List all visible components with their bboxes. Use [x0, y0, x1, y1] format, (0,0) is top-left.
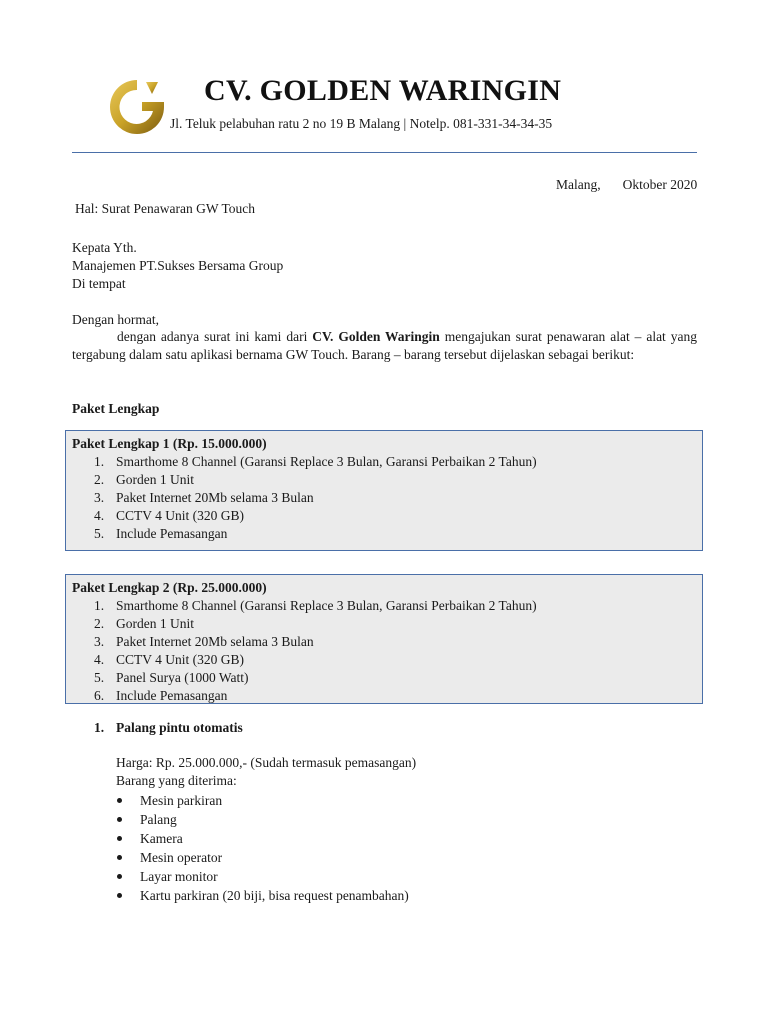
package-title: Paket Lengkap 1 (Rp. 15.000.000)	[72, 436, 267, 451]
package-box-1	[65, 430, 703, 551]
letter-paragraph	[72, 328, 697, 364]
letter-greeting: Dengan hormat,	[72, 312, 159, 327]
list-item-text: Include Pemasangan	[116, 688, 228, 703]
list-item: 3. Paket Internet 20Mb selama 3 Bulan	[94, 634, 314, 649]
package-item-list	[72, 597, 696, 705]
list-item: 4. CCTV 4 Unit (320 GB)	[94, 652, 245, 667]
list-item	[116, 829, 409, 848]
list-item-text: CCTV 4 Unit (320 GB)	[116, 508, 245, 523]
list-item: 5. Include Pemasangan	[94, 526, 228, 541]
list-item: 3. Paket Internet 20Mb selama 3 Bulan	[94, 490, 314, 505]
list-item	[116, 810, 409, 829]
paragraph-text: dengan adanya surat ini kami dari	[117, 329, 313, 344]
list-item-text: Paket Internet 20Mb selama 3 Bulan	[116, 490, 314, 505]
list-item-text: Kartu parkiran (20 biji, bisa request penambahan)	[140, 888, 409, 903]
list-item-text: Mesin operator	[140, 850, 223, 865]
list-item: 2. Gorden 1 Unit	[94, 472, 194, 487]
product-number: 1.	[94, 720, 105, 735]
list-item-text: Layar monitor	[140, 869, 218, 884]
company-name: CV. GOLDEN WARINGIN	[204, 74, 562, 107]
letter-city: Malang,	[556, 177, 601, 192]
package-box-2	[65, 574, 703, 704]
product-title: Palang pintu otomatis	[116, 720, 243, 735]
list-item-text: Smarthome 8 Channel (Garansi Replace 3 Bulan, Garansi Perbaikan 2 Tahun)	[116, 454, 537, 469]
list-item: 5. Panel Surya (1000 Watt)	[94, 670, 249, 685]
header-divider	[72, 152, 697, 153]
list-item: 1. Smarthome 8 Channel (Garansi Replace 3 Bulan, Garansi Perbaikan 2 Tahun)	[94, 454, 537, 469]
recipient-line: Manajemen PT.Sukses Bersama Group	[72, 258, 284, 273]
list-item: 6. Include Pemasangan	[94, 688, 228, 703]
bullet-icon	[117, 798, 122, 803]
company-address: Jl. Teluk pelabuhan ratu 2 no 19 B Malang | Notelp. 081-331-34-34-35	[170, 116, 553, 131]
list-item-text: Palang	[140, 812, 177, 827]
list-item-text: Kamera	[140, 831, 183, 846]
list-item	[116, 886, 409, 905]
package-item-list	[72, 453, 696, 543]
received-label: Barang yang diterima:	[116, 773, 237, 788]
bullet-icon	[117, 836, 122, 841]
list-item: 1. Smarthome 8 Channel (Garansi Replace 3 Bulan, Garansi Perbaikan 2 Tahun)	[94, 598, 537, 613]
product-price: Harga: Rp. 25.000.000,- (Sudah termasuk pemasangan)	[116, 755, 417, 770]
list-item	[116, 848, 409, 867]
list-item	[116, 867, 409, 886]
bullet-icon	[117, 855, 122, 860]
list-item-text: Mesin parkiran	[140, 793, 223, 808]
list-item-text: Gorden 1 Unit	[116, 616, 194, 631]
package-title: Paket Lengkap 2 (Rp. 25.000.000)	[72, 580, 267, 595]
letter-subject: Hal: Surat Penawaran GW Touch	[75, 201, 256, 216]
product-heading	[94, 719, 243, 737]
list-item-text: Paket Internet 20Mb selama 3 Bulan	[116, 634, 314, 649]
bullet-icon	[117, 893, 122, 898]
list-item	[116, 791, 409, 810]
list-item: 2. Gorden 1 Unit	[94, 616, 194, 631]
list-item-text: Gorden 1 Unit	[116, 472, 194, 487]
paragraph-company-bold: CV. Golden Waringin	[312, 329, 440, 344]
letter-dateline	[556, 176, 697, 194]
list-item: 4. CCTV 4 Unit (320 GB)	[94, 508, 245, 523]
received-item-list	[116, 791, 409, 905]
company-logo-icon	[106, 76, 168, 138]
letter-date: Oktober 2020	[622, 177, 698, 192]
list-item-text: Include Pemasangan	[116, 526, 228, 541]
list-item-text: Smarthome 8 Channel (Garansi Replace 3 Bulan, Garansi Perbaikan 2 Tahun)	[116, 598, 537, 613]
bullet-icon	[117, 874, 122, 879]
bullet-icon	[117, 817, 122, 822]
recipient-line: Kepata Yth.	[72, 240, 137, 255]
recipient-line: Di tempat	[72, 276, 126, 291]
list-item-text: CCTV 4 Unit (320 GB)	[116, 652, 245, 667]
list-item-text: Panel Surya (1000 Watt)	[116, 670, 249, 685]
paragraph-text: mengajukan surat penawaran alat – alat yang tergabung dalam satu aplikasi bernama GW Touch. Barang – barang tersebut dijelaskan sebagai berikut:	[72, 329, 697, 362]
section-title: Paket Lengkap	[72, 401, 160, 416]
letter-recipient	[72, 239, 283, 293]
